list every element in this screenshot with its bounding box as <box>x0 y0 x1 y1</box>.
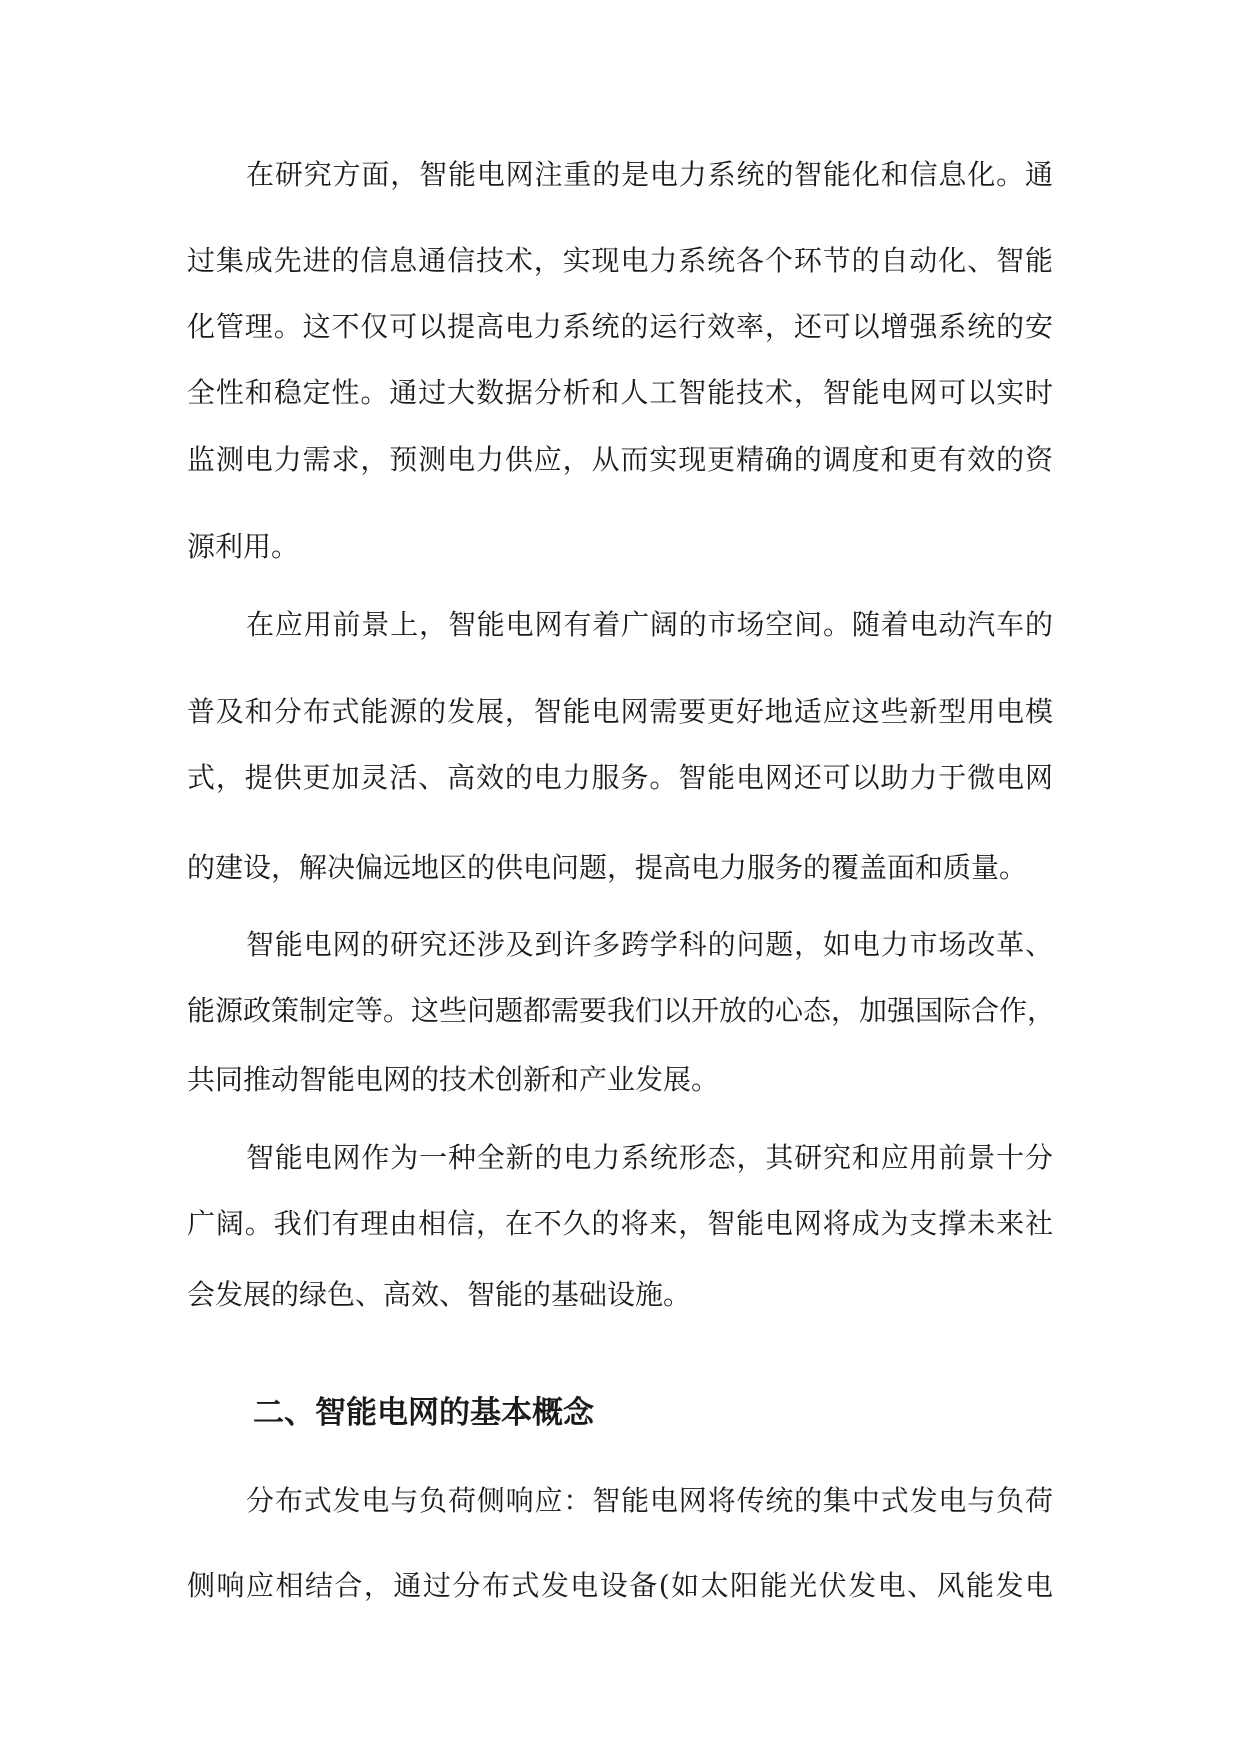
text-line: 在研究方面，智能电网注重的是电力系统的智能化和信息化。通 <box>246 158 1053 191</box>
text-line: 源利用。 <box>187 530 300 563</box>
text-line: 监测电力需求，预测电力供应，从而实现更精确的调度和更有效的资 <box>187 443 1053 476</box>
text-line: 过集成先进的信息通信技术，实现电力系统各个环节的自动化、智能 <box>187 244 1053 277</box>
text-line: 会发展的绿色、高效、智能的基础设施。 <box>187 1278 692 1311</box>
text-line: 普及和分布式能源的发展，智能电网需要更好地适应这些新型用电模 <box>187 695 1053 728</box>
text-line: 化管理。这不仅可以提高电力系统的运行效率，还可以增强系统的安 <box>187 310 1053 343</box>
text-line: 侧响应相结合，通过分布式发电设备(如太阳能光伏发电、风能发电 <box>187 1569 1053 1602</box>
text-line: 在应用前景上，智能电网有着广阔的市场空间。随着电动汽车的 <box>246 608 1053 641</box>
text-line: 的建设，解决偏远地区的供电问题，提高电力服务的覆盖面和质量。 <box>187 851 1028 884</box>
text-line: 共同推动智能电网的技术创新和产业发展。 <box>187 1063 720 1096</box>
section-heading: 二、智能电网的基本概念 <box>253 1395 594 1431</box>
text-line: 全性和稳定性。通过大数据分析和人工智能技术，智能电网可以实时 <box>187 376 1053 409</box>
text-line: 能源政策制定等。这些问题都需要我们以开放的心态，加强国际合作， <box>187 994 1056 1027</box>
text-line: 广阔。我们有理由相信，在不久的将来，智能电网将成为支撑未来社 <box>187 1207 1053 1240</box>
text-line: 式，提供更加灵活、高效的电力服务。智能电网还可以助力于微电网 <box>187 761 1053 794</box>
text-line: 智能电网作为一种全新的电力系统形态，其研究和应用前景十分 <box>246 1141 1053 1174</box>
text-line: 智能电网的研究还涉及到许多跨学科的问题，如电力市场改革、 <box>246 928 1053 961</box>
text-line: 分布式发电与负荷侧响应：智能电网将传统的集中式发电与负荷 <box>246 1484 1053 1517</box>
